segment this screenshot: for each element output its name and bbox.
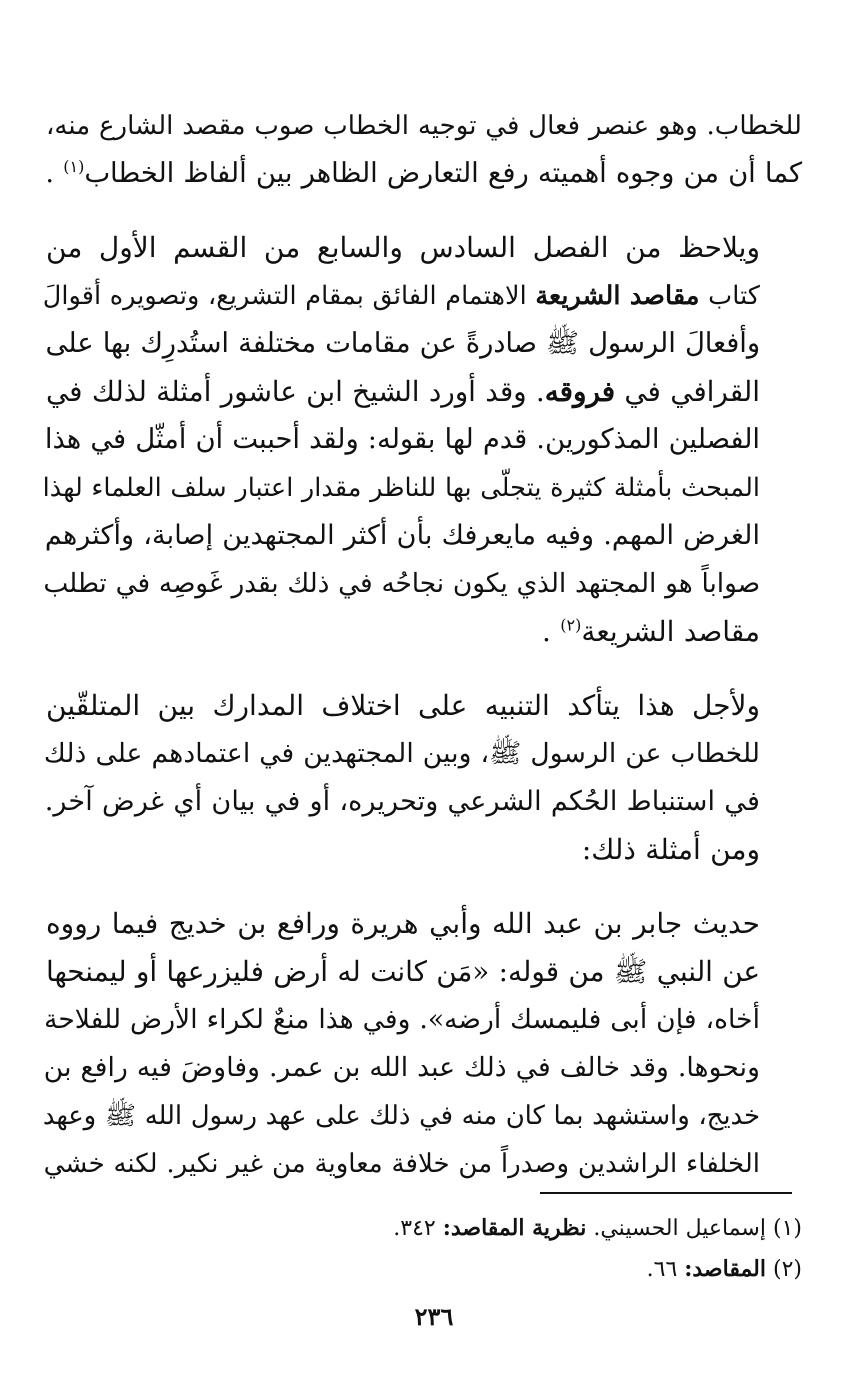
text-line: صواباً هو المجتهد الذي يكون نجاحُه في ذلك بقدر غَوصِه في تطلب (43, 569, 760, 599)
text-line: حديث جابر بن عبد الله وأبي هريرة ورافع بن خديج فيما رووه (46, 907, 760, 940)
text-line: الخلفاء الراشدين وصدراً من خلافة معاوية من غير نكير. لكنه خشي (43, 1149, 760, 1179)
text-segment: مقاصد الشريعة (581, 615, 760, 648)
text-line: ونحوها. وقد خالف في ذلك عبد الله بن عمر. وفاوضَ فيه رافع بن (43, 1052, 760, 1083)
footnote-book-title: نظرية المقاصد: (442, 1215, 587, 1241)
footnote-page: ٦٦. (646, 1257, 678, 1282)
text-segment: كما أن من وجوه أهميته رفع التعارض الظاهر بين ألفاظ الخطاب (84, 158, 802, 189)
text-line: للخطاب عن الرسول ﷺ، وبين المجتهدين في اعتمادهم على ذلك (43, 738, 760, 769)
text-line: الفصلين المذكورين. قدم لها بقوله: ولقد أحببت أن أمثّل في هذا (44, 424, 760, 455)
text-line: للخطاب. وهو عنصر فعال في توجيه الخطاب صوب مقصد الشارع منه، (45, 111, 802, 141)
text-line (46, 608, 802, 656)
paragraph-1 (46, 102, 802, 198)
footnote-page: ٣٤٢. (393, 1216, 436, 1241)
text-line: المبحث بأمثلة كثيرة يتجلّى بها للناظر مقدار اعتبار سلف العلماء لهذا (42, 473, 760, 503)
paragraph-3 (43, 682, 802, 874)
text-segment: . وقد أورد الشيخ ابن عاشور أمثلة لذلك في (46, 375, 545, 408)
text-segment: القرافي في (624, 375, 761, 408)
text-segment: الاهتمام الفائق بمقام التشريع، وتصويره أقوالَ (42, 281, 527, 311)
paragraph-2 (42, 224, 802, 656)
text-line (42, 272, 802, 320)
footnote-book-title: المقاصد: (684, 1256, 766, 1282)
text-line: عن النبي ﷺ من قوله: «مَن كانت له أرض فليزرعها أو ليمنحها (46, 955, 760, 988)
bold-title: فروقه (544, 375, 615, 408)
footnote-ref[interactable]: (٢) (560, 615, 582, 635)
text-line: أخاه، فإن أبى فليمسك أرضه». وفي هذا منعٌ لكراء الأرض للفلاحة (44, 1004, 760, 1035)
footnotes (120, 1208, 802, 1290)
text-line: ولأجل هذا يتأكد التنبيه على اختلاف المدارك بين المتلقّين (46, 689, 760, 722)
text-line (46, 368, 802, 416)
paragraph-4 (42, 900, 802, 1188)
text-line: وأفعالَ الرسول ﷺ صادرةً عن مقامات مختلفة استُدرِك بها على (45, 328, 760, 359)
page-number: ٢٣٦ (414, 1302, 454, 1331)
text-line: الغرض المهم. وفيه مايعرفك بأن أكثر المجتهدين إصابة، وأكثرهم (44, 520, 760, 551)
footnote-ref[interactable]: (١) (63, 156, 85, 176)
text-line (46, 150, 802, 198)
text-line: ومن أمثلة ذلك: (581, 833, 760, 866)
text-segment: . (45, 158, 55, 189)
bold-title: مقاصد الشريعة (535, 281, 700, 311)
footnote-2 (120, 1249, 802, 1290)
text-line: في استنباط الحُكم الشرعي وتحريره، أو في بيان أي غرض آخر. (44, 786, 760, 817)
footnote-text: إسماعيل الحسيني. (593, 1216, 766, 1241)
text-line: ويلاحظ من الفصل السادس والسابع من القسم الأول من (46, 231, 760, 264)
footnote-number: (٢) (772, 1257, 802, 1282)
body-text (42, 102, 802, 1214)
footnote-separator (540, 1192, 792, 1194)
text-segment: . (541, 615, 551, 648)
text-segment: كتاب (708, 281, 760, 311)
text-line: خديج، واستشهد بما كان منه في ذلك على عهد رسول الله ﷺ وعهد (42, 1101, 760, 1131)
footnote-1 (120, 1208, 802, 1249)
footnote-number: (١) (772, 1216, 802, 1241)
